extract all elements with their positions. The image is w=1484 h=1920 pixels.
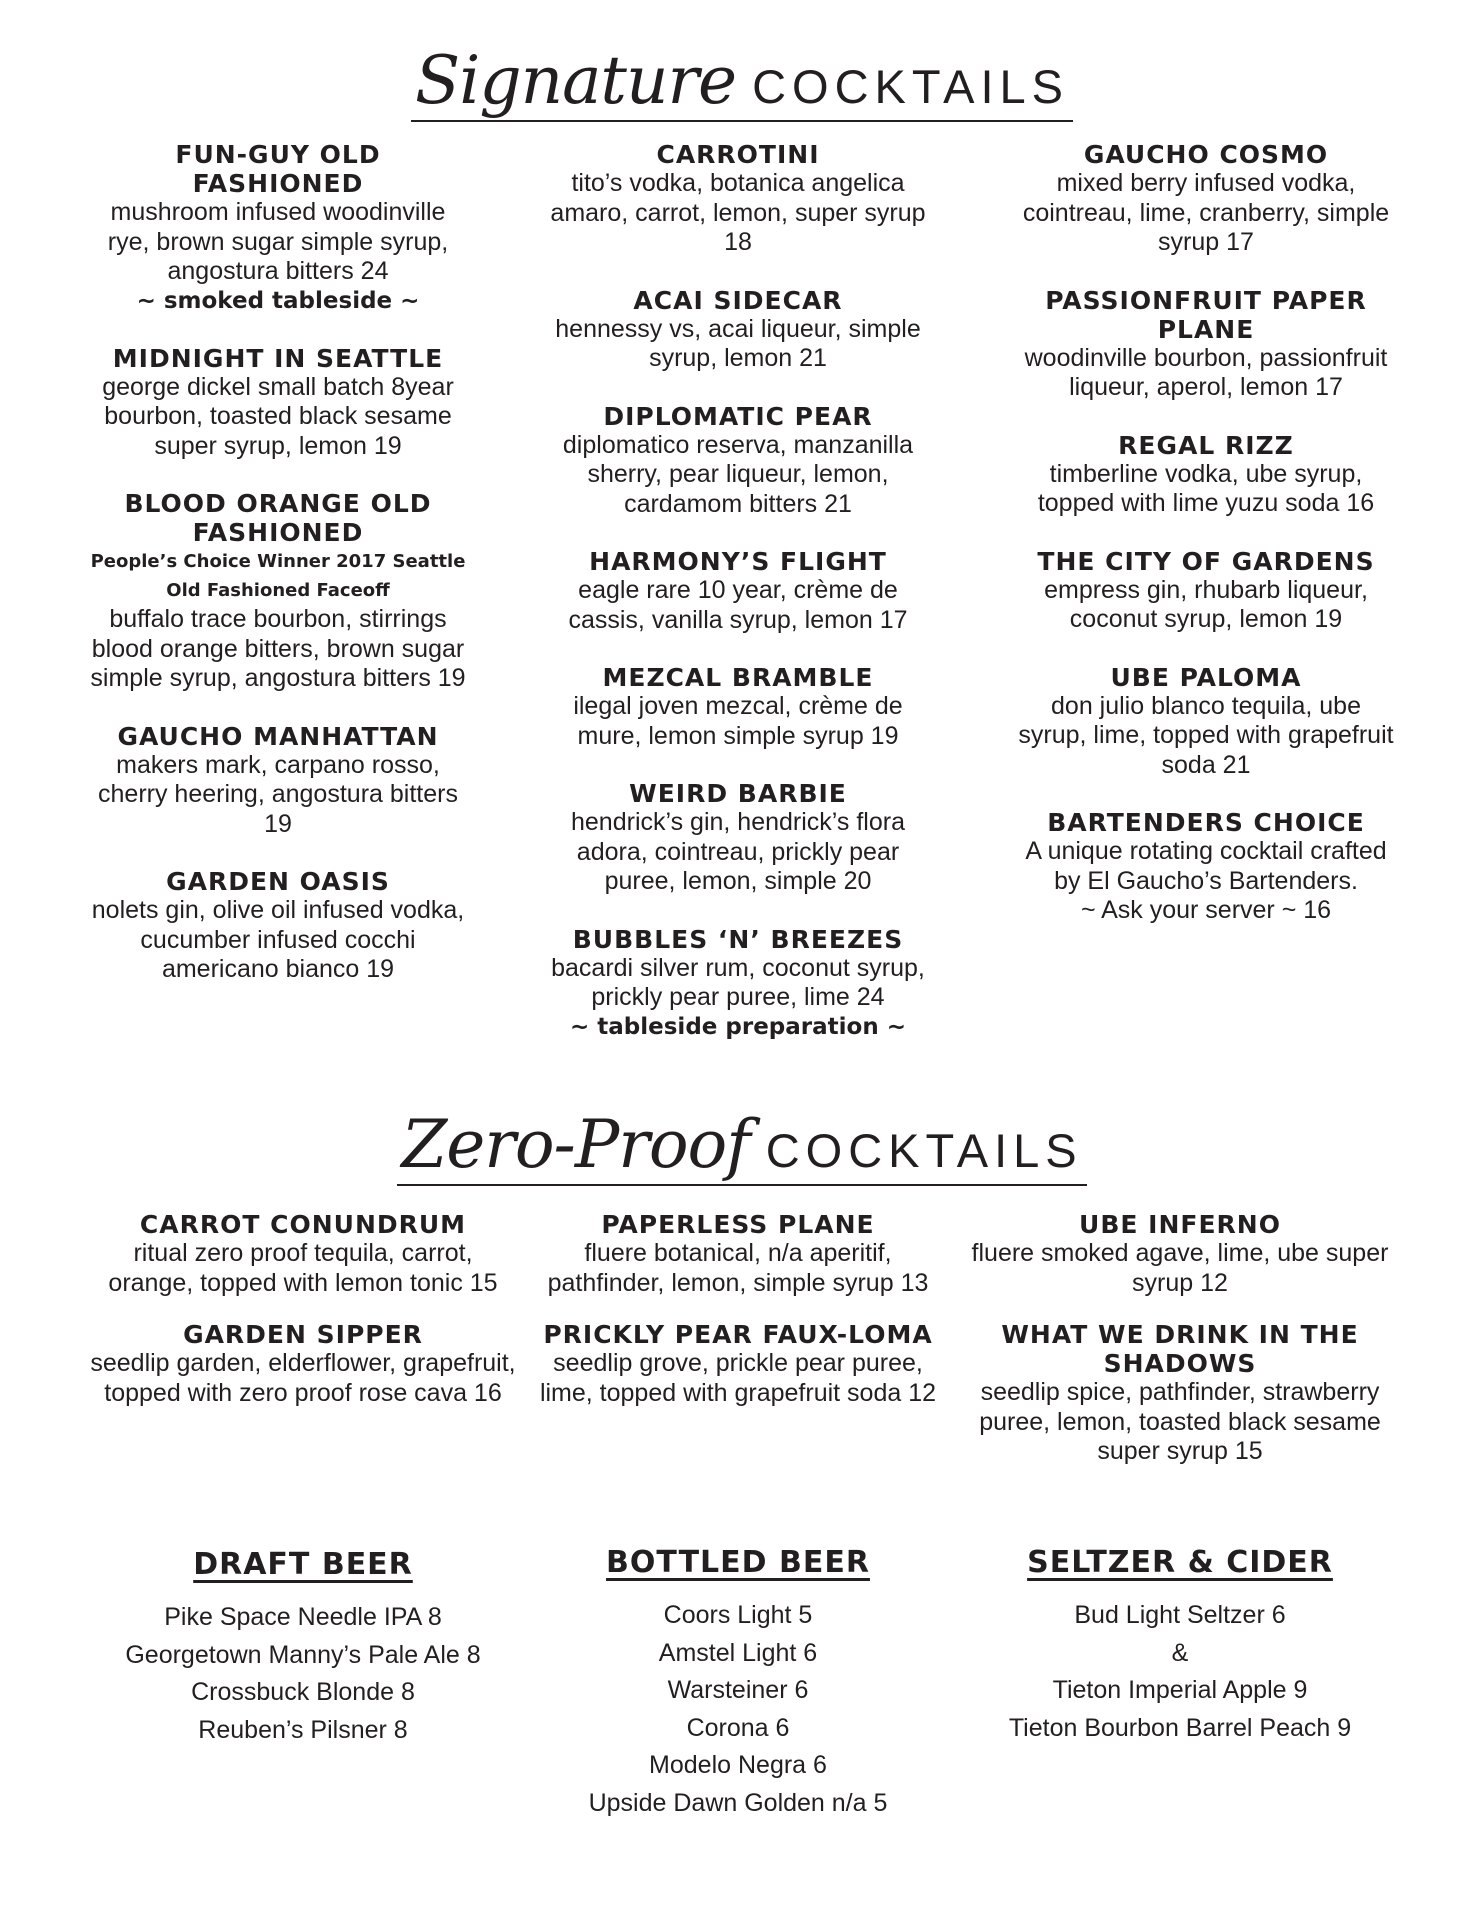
cocktail-description: empress gin, rhubarb liqueur, coconut syrup, lemon 19 bbox=[1044, 575, 1368, 633]
cocktail-name: UBE INFERNO bbox=[1079, 1210, 1281, 1239]
cocktail-description: makers mark, carpano rosso, cherry heering, angostura bitters 19 bbox=[98, 750, 458, 838]
cocktail-item bbox=[1016, 808, 1396, 926]
draft-beer-title: DRAFT BEER bbox=[193, 1547, 413, 1582]
cocktail-name: PRICKLY PEAR FAUX-LOMA bbox=[543, 1320, 933, 1349]
cocktail-description: seedlip grove, prickle pear puree, lime, topped with grapefruit soda 12 bbox=[539, 1349, 937, 1407]
cocktail-item bbox=[88, 140, 468, 316]
bottled-beer-title: BOTTLED BEER bbox=[606, 1545, 870, 1580]
cocktail-name: THE CITY OF GARDENS bbox=[1037, 546, 1375, 576]
cocktail-description: ilegal joven mezcal, crème de mure, lemon simple syrup 19 bbox=[573, 692, 903, 750]
cocktail-name: GAUCHO COSMO bbox=[1083, 140, 1329, 169]
signature-caps-title: COCKTAILS bbox=[752, 60, 1069, 113]
cocktail-item bbox=[548, 547, 928, 635]
beer-item: Amstel Light 6 bbox=[658, 1638, 818, 1667]
cocktail-name: MIDNIGHT IN SEATTLE bbox=[112, 343, 444, 373]
seltzer-cider-section bbox=[970, 1543, 1390, 1747]
cocktail-description: buffalo trace bourbon, stirrings blood orange bitters, brown sugar simple syrup, angostura bitters 19 bbox=[90, 605, 466, 692]
cocktail-description: tito’s vodka, botanica angelica amaro, carrot, lemon, super syrup 18 bbox=[550, 169, 926, 256]
zero-proof-item bbox=[960, 1320, 1400, 1467]
signature-column-3 bbox=[1016, 140, 1396, 954]
beer-item: Modelo Negra 6 bbox=[649, 1751, 827, 1779]
cocktail-name: BARTENDERS CHOICE bbox=[1047, 808, 1365, 837]
cocktail-item bbox=[1016, 140, 1396, 258]
cocktail-name: CARROTINI bbox=[656, 140, 820, 169]
beer-item: Warsteiner 6 bbox=[667, 1676, 809, 1704]
seltzer-cider-title: SELTZER & CIDER bbox=[1027, 1545, 1333, 1580]
beer-item: Upside Dawn Golden n/a 5 bbox=[588, 1788, 888, 1817]
cocktail-item bbox=[1016, 663, 1396, 781]
cocktail-description: eagle rare 10 year, crème de cassis, vanilla syrup, lemon 17 bbox=[568, 576, 908, 634]
cocktail-item bbox=[88, 489, 468, 694]
beer-item: Corona 6 bbox=[686, 1713, 790, 1742]
signature-column-1 bbox=[88, 140, 468, 1013]
beer-item: Crossbuck Blonde 8 bbox=[191, 1678, 415, 1706]
beer-item: Tieton Imperial Apple 9 bbox=[1052, 1676, 1308, 1704]
zero-proof-item bbox=[960, 1210, 1400, 1298]
cocktail-description: seedlip spice, pathfinder, strawberry puree, lemon, toasted black sesame super syrup 15 bbox=[979, 1378, 1381, 1465]
cocktail-name: GARDEN SIPPER bbox=[183, 1320, 423, 1349]
bottled-beer-section bbox=[548, 1543, 928, 1822]
cocktail-description: mushroom infused woodinville rye, brown sugar simple syrup, angostura bitters 24 bbox=[107, 198, 449, 285]
signature-column-2 bbox=[548, 140, 928, 1070]
cocktail-description-extra: ~ Ask your server ~ 16 bbox=[1080, 896, 1332, 924]
cocktail-item bbox=[548, 925, 928, 1042]
cocktail-item bbox=[88, 344, 468, 462]
cocktail-item bbox=[1016, 547, 1396, 635]
beer-item: Coors Light 5 bbox=[663, 1601, 813, 1629]
beer-item: Tieton Bourbon Barrel Peach 9 bbox=[1008, 1713, 1352, 1742]
award-note: People’s Choice Winner 2017 Seattle Old Fashioned Faceoff bbox=[90, 551, 466, 601]
cocktail-name: WHAT WE DRINK IN THE SHADOWS bbox=[1001, 1320, 1359, 1378]
cocktail-item bbox=[1016, 286, 1396, 403]
zero-proof-column-3 bbox=[960, 1210, 1400, 1489]
zero-proof-item bbox=[88, 1320, 518, 1408]
cocktail-description: hendrick’s gin, hendrick’s flora adora, cointreau, prickly pear puree, lemon, simple 20 bbox=[571, 808, 905, 895]
cocktail-description: seedlip garden, elderflower, grapefruit, topped with zero proof rose cava 16 bbox=[90, 1349, 516, 1407]
cocktail-description: woodinville bourbon, passionfruit liqueur, aperol, lemon 17 bbox=[1024, 343, 1388, 401]
cocktail-name: WEIRD BARBIE bbox=[629, 779, 847, 808]
beer-item: Georgetown Manny’s Pale Ale 8 bbox=[125, 1640, 481, 1669]
cocktail-name: PAPERLESS PLANE bbox=[601, 1210, 875, 1239]
zero-proof-script-title: Zero-Proof bbox=[401, 1106, 750, 1183]
cocktail-name: HARMONY’S FLIGHT bbox=[589, 547, 887, 576]
cocktail-item bbox=[1016, 431, 1396, 519]
cocktail-description: don julio blanco tequila, ube syrup, lime, topped with grapefruit soda 21 bbox=[1018, 691, 1394, 779]
cocktail-name: FUN-GUY OLD FASHIONED bbox=[175, 140, 381, 198]
cocktail-item bbox=[88, 867, 468, 985]
cocktail-note: ~ tableside preparation ~ bbox=[570, 1013, 906, 1040]
cocktail-description: george dickel small batch 8year bourbon, toasted black sesame super syrup, lemon 19 bbox=[102, 372, 454, 460]
cocktail-item bbox=[548, 402, 928, 520]
beer-item: Reuben’s Pilsner 8 bbox=[198, 1715, 408, 1744]
zero-proof-column-2 bbox=[528, 1210, 948, 1430]
zero-proof-item bbox=[528, 1320, 948, 1408]
beer-item: Pike Space Needle IPA 8 bbox=[164, 1603, 442, 1631]
cocktail-item bbox=[548, 663, 928, 751]
cocktail-description: timberline vodka, ube syrup, topped with lime yuzu soda 16 bbox=[1037, 459, 1375, 517]
cocktail-description: diplomatico reserva, manzanilla sherry, pear liqueur, lemon, cardamom bitters 21 bbox=[562, 430, 914, 518]
cocktail-name: CARROT CONUNDRUM bbox=[139, 1210, 467, 1239]
zero-proof-item bbox=[88, 1210, 518, 1298]
cocktail-description: hennessy vs, acai liqueur, simple syrup, lemon 21 bbox=[555, 314, 921, 372]
zero-proof-heading bbox=[0, 1106, 1484, 1186]
zero-proof-column-1 bbox=[88, 1210, 518, 1430]
beer-item: Bud Light Seltzer 6 bbox=[1074, 1601, 1286, 1629]
cocktail-description: fluere botanical, n/a aperitif, pathfinder, lemon, simple syrup 13 bbox=[547, 1239, 929, 1297]
cocktail-name: ACAI SIDECAR bbox=[633, 285, 843, 315]
cocktail-description: fluere smoked agave, lime, ube super syrup 12 bbox=[971, 1239, 1389, 1297]
cocktail-name: DIPLOMATIC PEAR bbox=[603, 401, 873, 431]
cocktail-description: A unique rotating cocktail crafted by El Gaucho’s Bartenders. bbox=[1025, 837, 1387, 895]
cocktail-description: nolets gin, olive oil infused vodka, cucumber infused cocchi americano bianco 19 bbox=[91, 896, 465, 983]
zero-proof-item bbox=[528, 1210, 948, 1298]
cocktail-name: BUBBLES ‘N’ BREEZES bbox=[572, 924, 904, 954]
cocktail-name: PASSIONFRUIT PAPER PLANE bbox=[1045, 285, 1367, 344]
cocktail-name: MEZCAL BRAMBLE bbox=[602, 663, 874, 692]
signature-heading bbox=[0, 42, 1484, 122]
cocktail-description: ritual zero proof tequila, carrot, orange, topped with lemon tonic 15 bbox=[108, 1239, 498, 1297]
beer-item: & bbox=[1171, 1638, 1189, 1667]
cocktail-item bbox=[88, 722, 468, 840]
cocktail-description: mixed berry infused vodka, cointreau, lime, cranberry, simple syrup 17 bbox=[1022, 169, 1390, 256]
cocktail-name: BLOOD ORANGE OLD FASHIONED bbox=[124, 489, 432, 547]
cocktail-item bbox=[548, 779, 928, 897]
cocktail-name: UBE PALOMA bbox=[1110, 662, 1302, 692]
cocktail-name: GAUCHO MANHATTAN bbox=[117, 721, 439, 751]
cocktail-note: ~ smoked tableside ~ bbox=[136, 287, 420, 314]
zero-proof-caps-title: COCKTAILS bbox=[765, 1124, 1083, 1177]
cocktail-name: GARDEN OASIS bbox=[166, 867, 390, 896]
draft-beer-section bbox=[88, 1545, 518, 1749]
cocktail-item bbox=[548, 286, 928, 374]
cocktail-description: bacardi silver rum, coconut syrup, prickly pear puree, lime 24 bbox=[551, 953, 925, 1011]
cocktail-item bbox=[548, 140, 928, 258]
signature-script-title: Signature bbox=[415, 42, 737, 119]
cocktail-name: REGAL RIZZ bbox=[1118, 430, 1294, 460]
